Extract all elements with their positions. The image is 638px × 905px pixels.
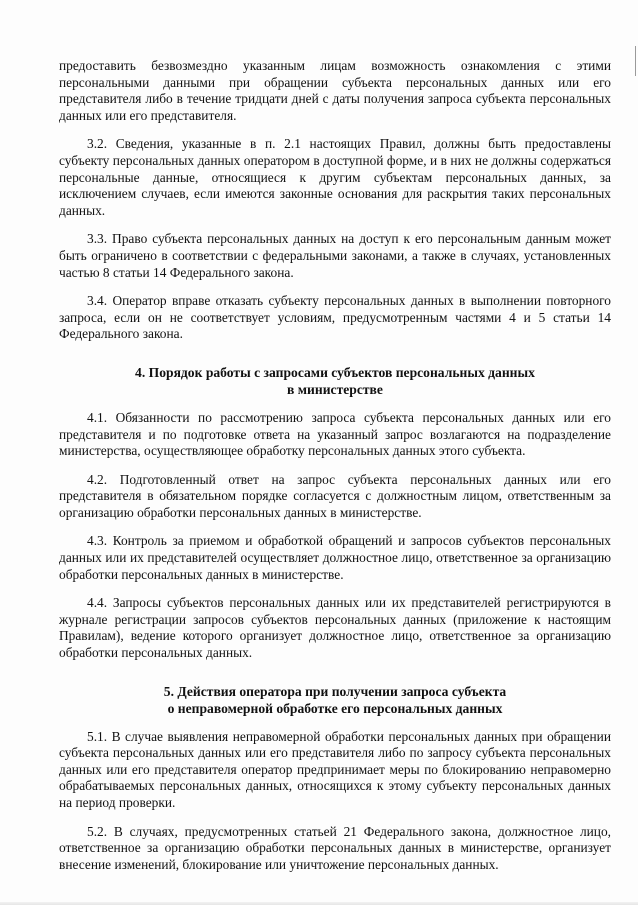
- paragraph-4-1: 4.1. Обязанности по рассмотрению запроса субъекта персональных данных или его представителя и по подготовке ответа на указанный запрос возлагаются на подразделение министерства, осуществляющее обработку персональных данных этого субъекта.: [59, 409, 611, 459]
- paragraph-4-3: 4.3. Контроль за приемом и обработкой обращений и запросов субъектов персональных данных или их представителей осуществляет должностное лицо, ответственное за организацию обработки персональных данных в министерстве.: [59, 533, 611, 582]
- paragraph-3-4: 3.4. Оператор вправе отказать субъекту персональных данных в выполнении повторного запроса, если он не соответствует условиям, предусмотренным частями 4 и 5 статьи 14 Федерального закона.: [59, 293, 611, 342]
- paragraph-4-2: 4.2. Подготовленный ответ на запрос субъекта персональных данных или его представителя в обязательном порядке согласуется с должностным лицом, ответственным за организацию обработки персональных данных в министерстве.: [59, 471, 611, 520]
- paragraph-5-2: 5.2. В случаях, предусмотренных статьей 21 Федерального закона, должностное лицо, ответственное за организацию обработки персональных данных в министерстве, организует внесение изменений, блокирование или уничтожение персональных данных.: [59, 823, 611, 872]
- scan-edge-mark: [635, 46, 636, 76]
- section-4-heading: [59, 364, 611, 398]
- section-4-heading-line-2: в министерстве: [287, 381, 383, 397]
- paragraph-5-1: 5.1. В случае выявления неправомерной обработки персональных данных при обращении субъекта персональных данных или его представителя либо по запросу субъекта персональных данных или его представителя оператор предпринимает меры по блокированию неправомерно обрабатываемых персональных данных, относящихся к этому субъекту персональных данных на период проверки.: [59, 728, 611, 810]
- section-5-heading: [59, 683, 611, 717]
- section-5-heading-line-2: о неправомерной обработке его персональных данных: [167, 700, 503, 716]
- paragraph-3-1-continuation: предоставить безвозмездно указанным лицам возможность ознакомления с этими персональными данными при обращении субъекта персональных данных или его представителя либо в течение тридцати дней с даты получения запроса субъекта персональных данных или его представителя.: [59, 58, 611, 123]
- document-body: [59, 58, 611, 873]
- section-4-heading-line-1: 4. Порядок работы с запросами субъектов персональных данных: [135, 364, 535, 380]
- paragraph-3-3: 3.3. Право субъекта персональных данных на доступ к его персональным данным может быть ограничено в соответствии с федеральными законами, а также в случаях, установленных частью 8 статьи 14 Федерального закона.: [59, 231, 611, 280]
- paragraph-3-2: 3.2. Сведения, указанные в п. 2.1 настоящих Правил, должны быть предоставлены субъекту персональных данных оператором в доступной форме, и в них не должны содержаться персональные данные, относящиеся к другим субъектам персональных данных, за исключением случаев, если имеются законные основания для раскрытия таких персональных данных.: [59, 136, 611, 218]
- paragraph-4-4: 4.4. Запросы субъектов персональных данных или их представителей регистрируются в журнале регистрации запросов субъектов персональных данных (приложение к настоящим Правилам), ведение которого организует должностное лицо, ответственное за организацию обработки персональных данных.: [59, 595, 611, 661]
- section-5-heading-line-1: 5. Действия оператора при получении запроса субъекта: [163, 683, 507, 699]
